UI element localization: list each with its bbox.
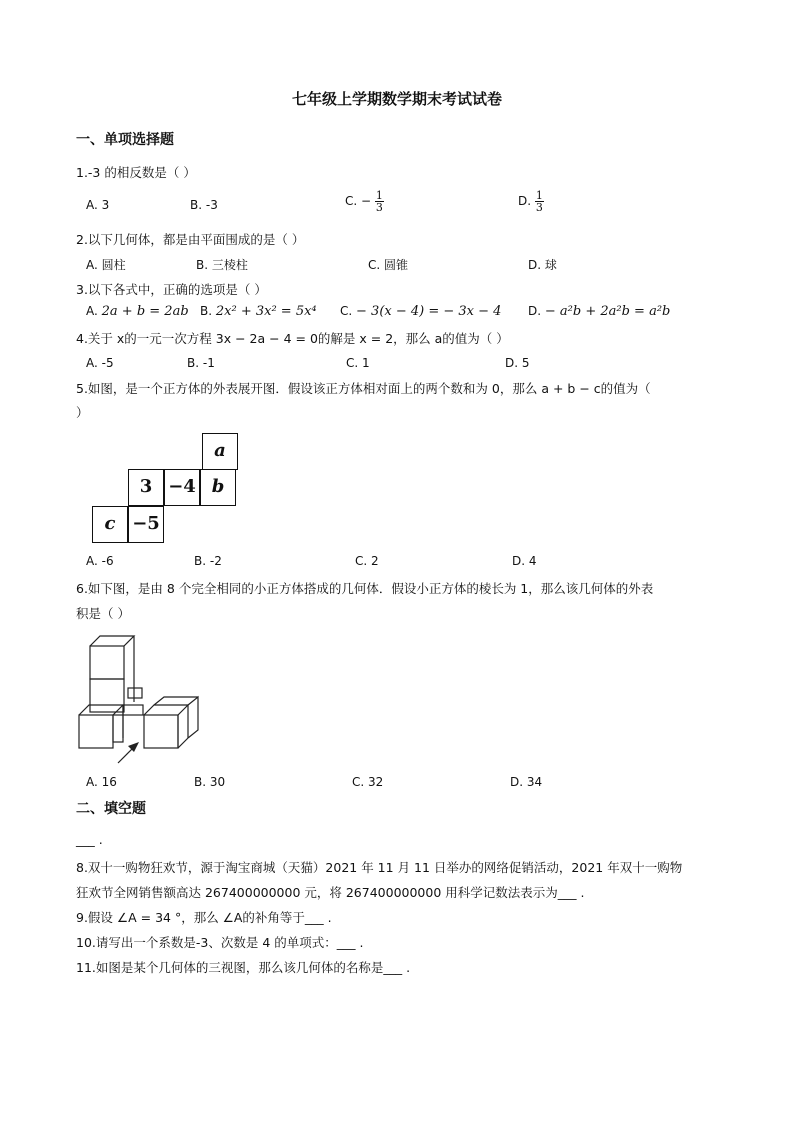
page-title: 七年级上学期数学期末考试试卷 — [291, 90, 502, 108]
net-cell-c: c — [92, 506, 128, 543]
cube-stack-figure — [70, 628, 210, 770]
question-6-stem-line1: 6.如下图，是由 8 个完全相同的小正方体搭成的几何体．假设小正方体的棱长为 1，那么该几何体的外表 — [76, 581, 654, 596]
question-1-option-c — [345, 190, 384, 213]
net-cell-3: 3 — [128, 469, 164, 506]
question-2-option-b: B. 三棱柱 — [196, 258, 248, 272]
question-2-option-a: A. 圆柱 — [86, 258, 126, 272]
section-heading-fill-blank: 二、填空题 — [76, 801, 146, 817]
question-4-option-d: D. 5 — [505, 356, 530, 370]
question-11-text: 11.如图是某个几何体的三视图，那么该几何体的名称是___ . — [76, 960, 411, 975]
question-10-text: 10.请写出一个系数是-3、次数是 4 的单项式：___ . — [76, 935, 364, 950]
question-7-text: ___ . — [76, 832, 103, 847]
question-4-option-c: C. 1 — [346, 356, 370, 370]
question-4-stem: 4.关于 x的一元一次方程 3x − 2a − 4 = 0的解是 x = 2，那么 a的值为（ ） — [76, 331, 509, 346]
question-8-line2: 狂欢节全网销售额高达 267400000000 元，将 267400000000 用科学记数法表示为___ . — [76, 885, 585, 900]
net-cell-b: b — [200, 469, 236, 506]
question-5-stem-line2: ） — [76, 405, 89, 420]
section-heading-choice: 一、单项选择题 — [76, 132, 174, 148]
question-6-option-d: D. 34 — [510, 775, 543, 789]
net-cell-a: a — [202, 433, 238, 470]
question-3-option-d: D. − a²b + 2a²b = a²b — [528, 304, 671, 319]
question-3-option-b: B. 2x² + 3x² = 5x⁴ — [200, 304, 317, 319]
question-8-line1: 8.双十一购物狂欢节，源于淘宝商城（天猫）2021 年 11 月 11 日举办的网络促销活动，2021 年双十一购物 — [76, 860, 683, 875]
question-3-option-c: C. − 3(x − 4) = − 3x − 4 — [340, 304, 502, 319]
question-1-option-c-label: C. − — [345, 194, 372, 208]
question-1-stem: 1.-3 的相反数是（ ） — [76, 165, 196, 180]
question-1-option-b: B. -3 — [190, 198, 218, 212]
question-6-option-c: C. 32 — [352, 775, 384, 789]
fraction-one-third-d: $\frac{1}{3}$ — [535, 189, 543, 214]
question-5-option-c: C. 2 — [355, 554, 379, 568]
question-5-option-a: A. -6 — [86, 554, 114, 568]
question-3-stem: 3.以下各式中，正确的选项是（ ） — [76, 282, 267, 297]
question-1-option-d-label: D. — [518, 194, 532, 208]
question-5-option-d: D. 4 — [512, 554, 537, 568]
question-4-option-b: B. -1 — [187, 356, 215, 370]
question-1-option-a: A. 3 — [86, 198, 110, 212]
question-5-option-b: B. -2 — [194, 554, 222, 568]
question-1-option-d — [518, 190, 544, 213]
question-2-option-d: D. 球 — [528, 258, 557, 272]
question-6-option-b: B. 30 — [194, 775, 226, 789]
question-4-option-a: A. -5 — [86, 356, 114, 370]
question-6-option-a: A. 16 — [86, 775, 117, 789]
fraction-one-third: $\frac{1}{3}$ — [375, 189, 383, 214]
question-6-stem-line2: 积是（ ） — [76, 606, 130, 621]
net-cell-neg4: −4 — [164, 469, 200, 506]
net-cell-neg5: −5 — [128, 506, 164, 543]
question-9-text: 9.假设 ∠A = 34 °，那么 ∠A的补角等于___ . — [76, 910, 332, 925]
question-3-option-a: A. 2a + b = 2ab — [86, 304, 189, 319]
question-2-option-c: C. 圆锥 — [368, 258, 409, 272]
question-5-stem-line1: 5.如图，是一个正方体的外表展开图．假设该正方体相对面上的两个数和为 0，那么 a + b − c的值为（ — [76, 381, 651, 396]
question-2-stem: 2.以下几何体，都是由平面围成的是（ ） — [76, 232, 305, 247]
